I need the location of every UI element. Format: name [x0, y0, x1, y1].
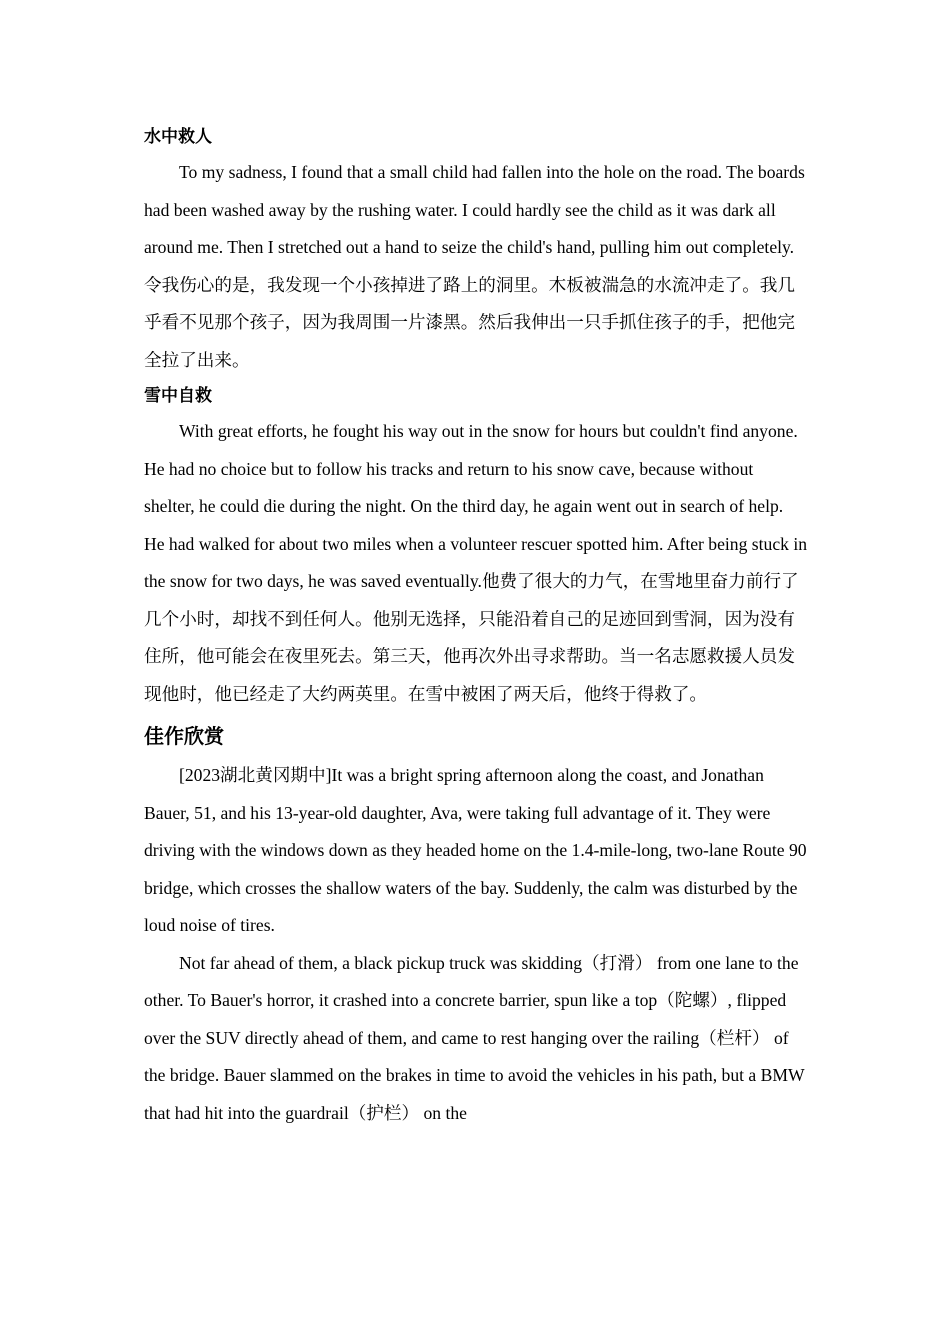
paragraph-appreciation-2: Not far ahead of them, a black pickup truck was skidding（打滑） from one lane to the other. To Bauer's horror, it crashed into a concrete barrier, spun like a top（陀螺）, flipped over the SUV directly ahead of them, and came to rest hanging over the railing（栏杆） of the bridge. Bauer slammed on the brakes in time to avoid the vehicles in his path, but a BMW that had hit into the guardrail（护栏） on the — [144, 952, 805, 1123]
paragraph-snow-self-rescue: With great efforts, he fought his way out in the snow for hours but couldn't find anyone. He had no choice but to follow his tracks and return to his snow cave, because without shelter, he could die during the night. On the third day, he again went out in search of help. He had walked for about two miles when a volunteer rescuer spotted him. After being stuck in the snow for two days, he was saved eventually.他费了很大的力气，在雪地里奋力前行了几个小时，却找不到任何人。他别无选择，只能沿着自己的足迹回到雪洞，因为没有住所，他可能会在夜里死去。第三天，他再次外出寻求帮助。当一名志愿救援人员发现他时，他已经走了大约两英里。在雪中被困了两天后，他终于得救了。 — [144, 421, 808, 704]
document-page — [144, 120, 808, 1132]
paragraph-appreciation-1: [2023湖北黄冈期中]It was a bright spring afternoon along the coast, and Jonathan Bauer, 51, and his 13-year-old daughter, Ava, were taking full advantage of it. They were driving with the windows down as they headed home on the 1.4-mile-long, two-lane Route 90 bridge, which crosses the shallow waters of the bay. Suddenly, the calm was disturbed by the loud noise of tires. — [144, 765, 807, 935]
section-heading-water-rescue: 水中救人 — [144, 127, 212, 147]
paragraph-water-rescue: To my sadness, I found that a small child had fallen into the hole on the road. The boards had been washed away by the rushing water. I could hardly see the child as it was dark all around me. Then I stretched out a hand to seize the child's hand, pulling him out completely. 令我伤心的是，我发现一个小孩掉进了路上的洞里。木板被湍急的水流冲走了。我几乎看不见那个孩子，因为我周围一片漆黑。然后我伸出一只手抓住孩子的手，把他完全拉了出来。 — [144, 162, 805, 370]
section-heading-snow-self-rescue: 雪中自救 — [144, 386, 212, 406]
section-title-appreciation: 佳作欣赏 — [144, 724, 224, 748]
